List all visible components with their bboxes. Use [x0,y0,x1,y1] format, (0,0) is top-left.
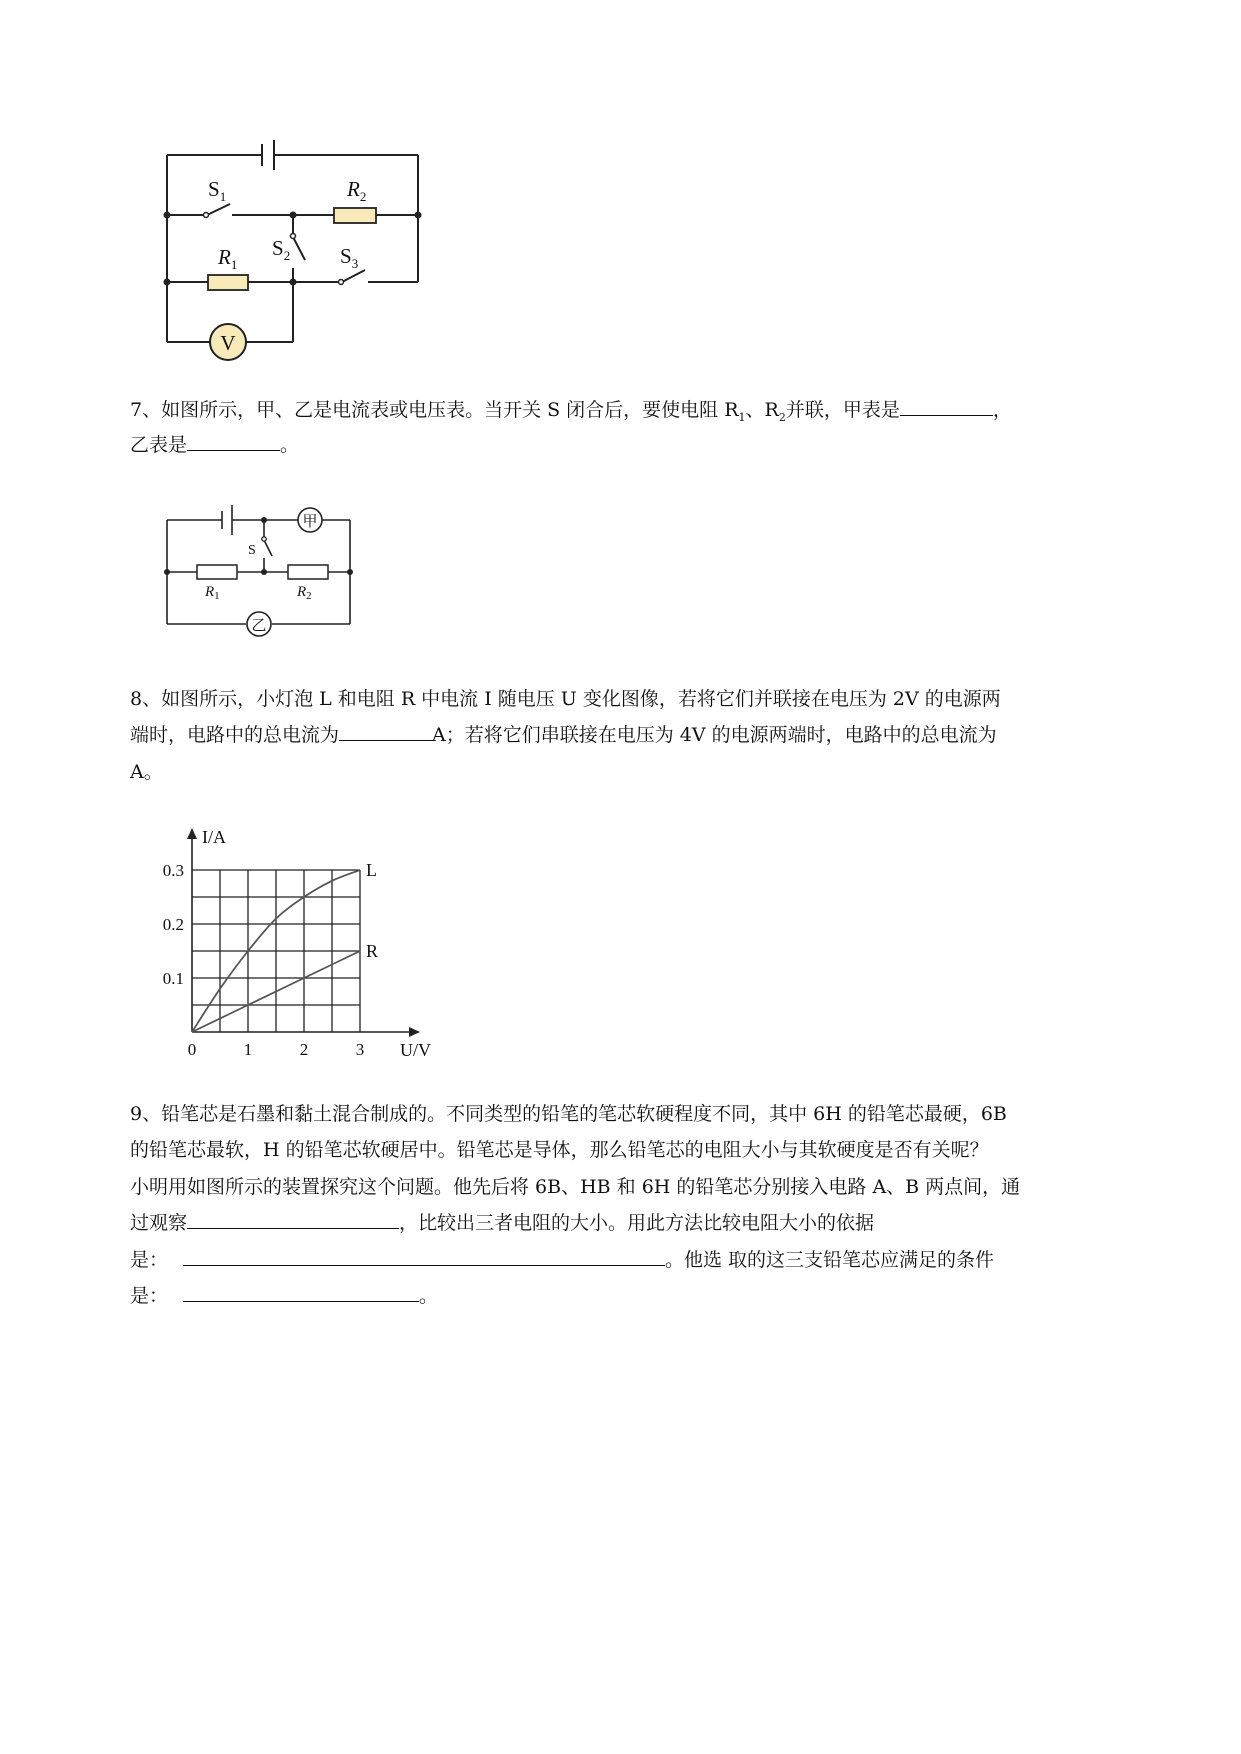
series-label-L: L [366,860,377,880]
svg-text:R2: $R_2$ [297,584,312,602]
svg-text:S2: $S_2$ [272,236,291,263]
x-axis-arrow [409,1027,420,1037]
r2-label: R [297,584,307,600]
x-tick-label: 1 [243,1040,253,1059]
svg-text:S3: $S_3$ [340,244,359,271]
question-8-line-1: 8、如图所示，小灯泡 L 和电阻 R 中电流 I 随电压 U 变化图像，若将它们并联接在电压为 2V 的电源两 [130,688,1001,710]
s1-label: S [208,177,220,201]
resistor-r1 [197,565,237,579]
question-7-line-1: 7、如图所示，甲、乙是电流表或电压表。当开关 S 闭合后，要使电阻 $R_1$、$R_2$并联，甲表是 ， [130,393,1012,430]
question-9-line-3: 小明用如图所示的装置探究这个问题。他先后将 6B、HB 和 6H 的铅笔芯分别接入电路 A、B 两点间，通 [130,1176,1021,1198]
question-8-line-2: 端时，电路中的总电流为 A；若将它们串联接在电压为 4V 的电源两端时，电路中的总电流为 [130,718,997,752]
circuit-diagram-1 [150,140,480,390]
answer-blank-q8-parallel[interactable] [339,718,432,741]
resistor-r1 [208,275,248,290]
svg-text:S1: $S_1$ [208,177,227,204]
y-axis-label: I/A [202,827,226,847]
r2-label: R [347,177,360,201]
svg-text:甲: 甲 [302,514,318,530]
answer-blank-q7-yi[interactable] [187,428,280,451]
question-8-line-3: A。 [130,761,163,783]
y-axis-arrow [187,828,197,839]
switch-s-label: S [248,543,256,558]
x-tick-label: 3 [355,1040,365,1059]
svg-text:乙: 乙 [251,618,267,634]
r1-label: R [205,584,215,600]
y-tick-label: 0.2 [162,915,184,934]
circuit-diagram-2 [160,500,360,640]
x-tick-label: 2 [299,1040,309,1059]
resistor-r2 [334,208,376,223]
voltmeter-label: V [220,331,236,355]
r1-label: R [218,245,231,269]
question-9-line-1: 9、铅笔芯是石墨和黏土混合制成的。不同类型的铅笔的笔芯软硬程度不同，其中 6H 的铅笔芯最硬，6B [130,1103,1007,1125]
answer-blank-q7-jia[interactable] [900,393,993,416]
question-7-line-2: 乙表是 。 [130,428,299,462]
iu-graph [150,820,450,1065]
s3-label: S [340,244,352,268]
answer-blank-q9-basis[interactable] [183,1243,665,1266]
x-axis-label: U/V [400,1040,431,1060]
y-tick-label: 0.1 [162,969,184,988]
question-9-line-5: 是： 。他选 取的这三支铅笔芯应满足的条件 [130,1243,994,1277]
answer-blank-q9-condition[interactable] [183,1279,419,1302]
svg-text:R1: $R_1$ [218,245,238,272]
question-9-line-6: 是： 。 [130,1279,438,1313]
answer-blank-q9-observe[interactable] [187,1206,399,1229]
question-9-line-4: 过观察 ，比较出三者电阻的大小。用此方法比较电阻大小的依据 [130,1206,874,1240]
svg-text:R2: $R_2$ [347,177,367,204]
s2-label: S [272,236,284,260]
svg-text:R1: $R_1$ [205,584,220,602]
x-tick-label: 0 [187,1040,197,1059]
y-tick-label: 0.3 [162,861,184,880]
question-9-line-2: 的铅笔芯最软，H 的铅笔芯软硬居中。铅笔芯是导体，那么铅笔芯的电阻大小与其软硬度是否有关呢？ [130,1139,989,1161]
series-label-R: R [366,941,379,961]
resistor-r2 [288,565,328,579]
